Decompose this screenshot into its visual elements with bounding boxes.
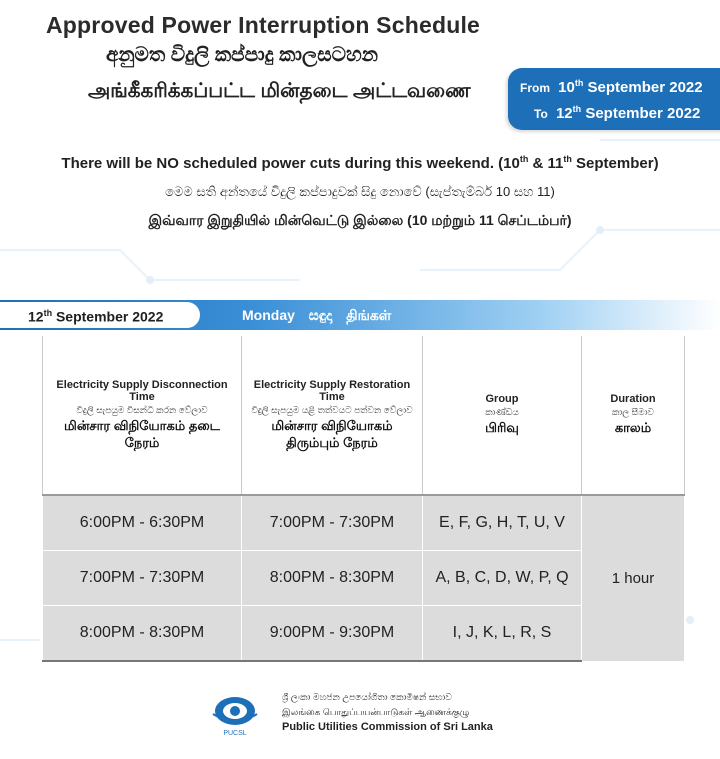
- disconnect-time-cell: 6:00PM - 6:30PM: [43, 495, 242, 551]
- table-header-row: [43, 336, 685, 495]
- page-title: Approved Power Interruption Schedule: [46, 12, 481, 38]
- disconnect-time-cell: 7:00PM - 7:30PM: [43, 551, 242, 606]
- restore-time-cell: 8:00PM - 8:30PM: [242, 551, 423, 606]
- notice-english: There will be NO scheduled power cuts during this weekend. (10th & 11th September): [61, 154, 659, 172]
- date-to: To 12th September 2022: [534, 104, 701, 122]
- duration-cell: 1 hour: [582, 495, 685, 661]
- day-names: [242, 307, 401, 326]
- day-name-sinhala: සඳුදා: [308, 307, 333, 323]
- group-cell: A, B, C, D, W, P, Q: [423, 551, 582, 606]
- header-duration: Duration කාල සීමාව காலம்: [582, 336, 685, 495]
- day-date: 12th September 2022: [28, 308, 164, 325]
- page-title-tamil: அங்கீகரிக்கப்பட்ட மின்தடை அட்டவணை: [88, 80, 471, 102]
- schedule-table: [42, 336, 685, 662]
- restore-time-cell: 9:00PM - 9:30PM: [242, 606, 423, 662]
- table-row: [43, 495, 685, 551]
- org-name-sinhala: ශ්‍රී ලංකා මහජන උපයෝගිතා කොමිෂන් සභාව: [282, 692, 452, 702]
- restore-time-cell: 7:00PM - 7:30PM: [242, 495, 423, 551]
- header-restoration-time: Electricity Supply Restoration Time විදුලි සැපයුම යළි තත්වයට පත්වන වේලාව மின்சார விநியோகம் திரும்பும் நேரம்: [242, 336, 423, 495]
- group-cell: I, J, K, L, R, S: [423, 606, 582, 662]
- svg-text:PUCSL: PUCSL: [223, 730, 247, 737]
- date-range-badge: [508, 68, 720, 130]
- day-name-tamil: திங்கள்: [346, 307, 392, 323]
- date-from: From 10th September 2022: [520, 78, 703, 96]
- org-name-tamil: இலங்கை பொதுப்பயன்பாடுகள் ஆணைக்குழு: [282, 707, 470, 717]
- disconnect-time-cell: 8:00PM - 8:30PM: [43, 606, 242, 662]
- header-group: Group කාණ්ඩය பிரிவு: [423, 336, 582, 495]
- notice-sinhala: මෙම සති අන්තයේ විදුලි කප්පාදුවක් සිදු නොවේ (සැප්තැම්බර් 10 සහ 11): [165, 184, 555, 199]
- group-cell: E, F, G, H, T, U, V: [423, 495, 582, 551]
- header-disconnection-time: Electricity Supply Disconnection Time විදුලි සැපයුම විසන්ධි කරන වේලාව மின்சார விநியோகம் தடை நேரம்: [43, 336, 242, 495]
- org-name-english: Public Utilities Commission of Sri Lanka: [282, 721, 493, 733]
- pucsl-logo: [208, 694, 262, 738]
- notice-tamil: இவ்வார இறுதியில் மின்வெட்டு இல்லை (10 மற்றும் 11 செப்டம்பர்): [148, 212, 572, 228]
- page-title-sinhala: අනුමත විදුලි කප්පාදු කාලසටහන: [106, 44, 378, 66]
- day-name-english: Monday: [242, 307, 295, 323]
